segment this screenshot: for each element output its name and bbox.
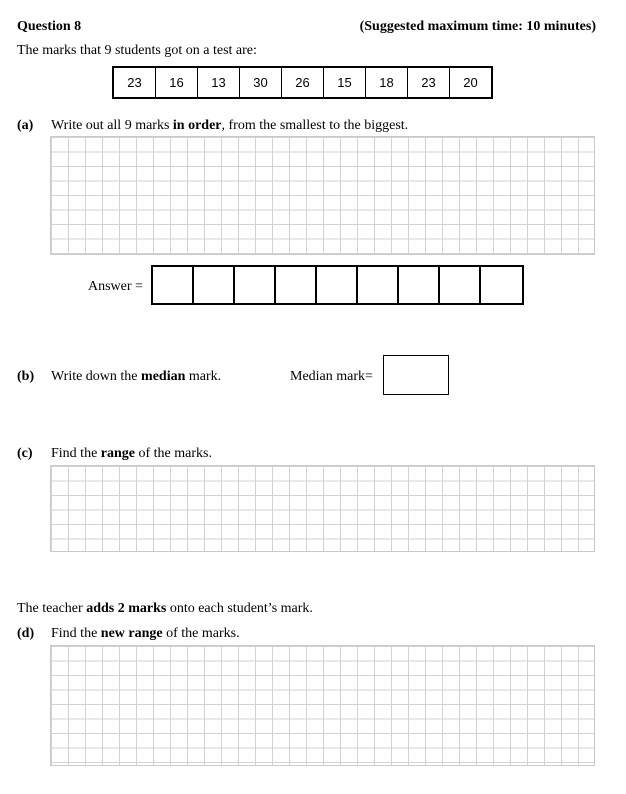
answer-box[interactable] <box>235 267 276 303</box>
answer-box[interactable] <box>358 267 399 303</box>
answer-box[interactable] <box>153 267 194 303</box>
working-grid-d[interactable] <box>50 645 595 766</box>
answer-box[interactable] <box>481 267 522 303</box>
marks-table <box>112 66 493 99</box>
answer-box[interactable] <box>440 267 481 303</box>
suggested-time: (Suggested maximum time: 10 minutes) <box>359 19 596 34</box>
working-grid-c[interactable] <box>50 465 595 552</box>
mark-cell: 15 <box>324 67 366 98</box>
mark-cell: 26 <box>282 67 324 98</box>
answer-box[interactable] <box>317 267 358 303</box>
mark-cell: 30 <box>240 67 282 98</box>
part-c-label: (c) <box>17 446 33 461</box>
median-label: Median mark= <box>290 369 373 384</box>
mark-cell: 16 <box>156 67 198 98</box>
mark-cell: 13 <box>198 67 240 98</box>
mark-cell: 23 <box>113 67 156 98</box>
median-answer-box[interactable] <box>383 355 449 395</box>
part-c-question: Find the range of the marks. <box>51 446 212 461</box>
working-grid-a[interactable] <box>50 136 595 255</box>
mark-cell: 20 <box>450 67 493 98</box>
mark-cell: 23 <box>408 67 450 98</box>
answer-box[interactable] <box>194 267 235 303</box>
answer-box[interactable] <box>399 267 440 303</box>
part-a-label: (a) <box>17 118 34 133</box>
part-d-question: Find the new range of the marks. <box>51 626 240 641</box>
mark-cell: 18 <box>366 67 408 98</box>
answer-box[interactable] <box>276 267 317 303</box>
answer-label: Answer = <box>88 279 143 294</box>
question-title: Question 8 <box>17 19 82 34</box>
teacher-note: The teacher adds 2 marks onto each student’s mark. <box>17 601 313 616</box>
intro-text: The marks that 9 students got on a test are: <box>17 43 257 58</box>
part-d-label: (d) <box>17 626 35 641</box>
part-a-question: Write out all 9 marks in order, from the smallest to the biggest. <box>51 118 409 133</box>
part-b-label: (b) <box>17 369 35 384</box>
answer-boxes <box>151 265 524 305</box>
part-b-question: Write down the median mark. <box>51 369 222 384</box>
